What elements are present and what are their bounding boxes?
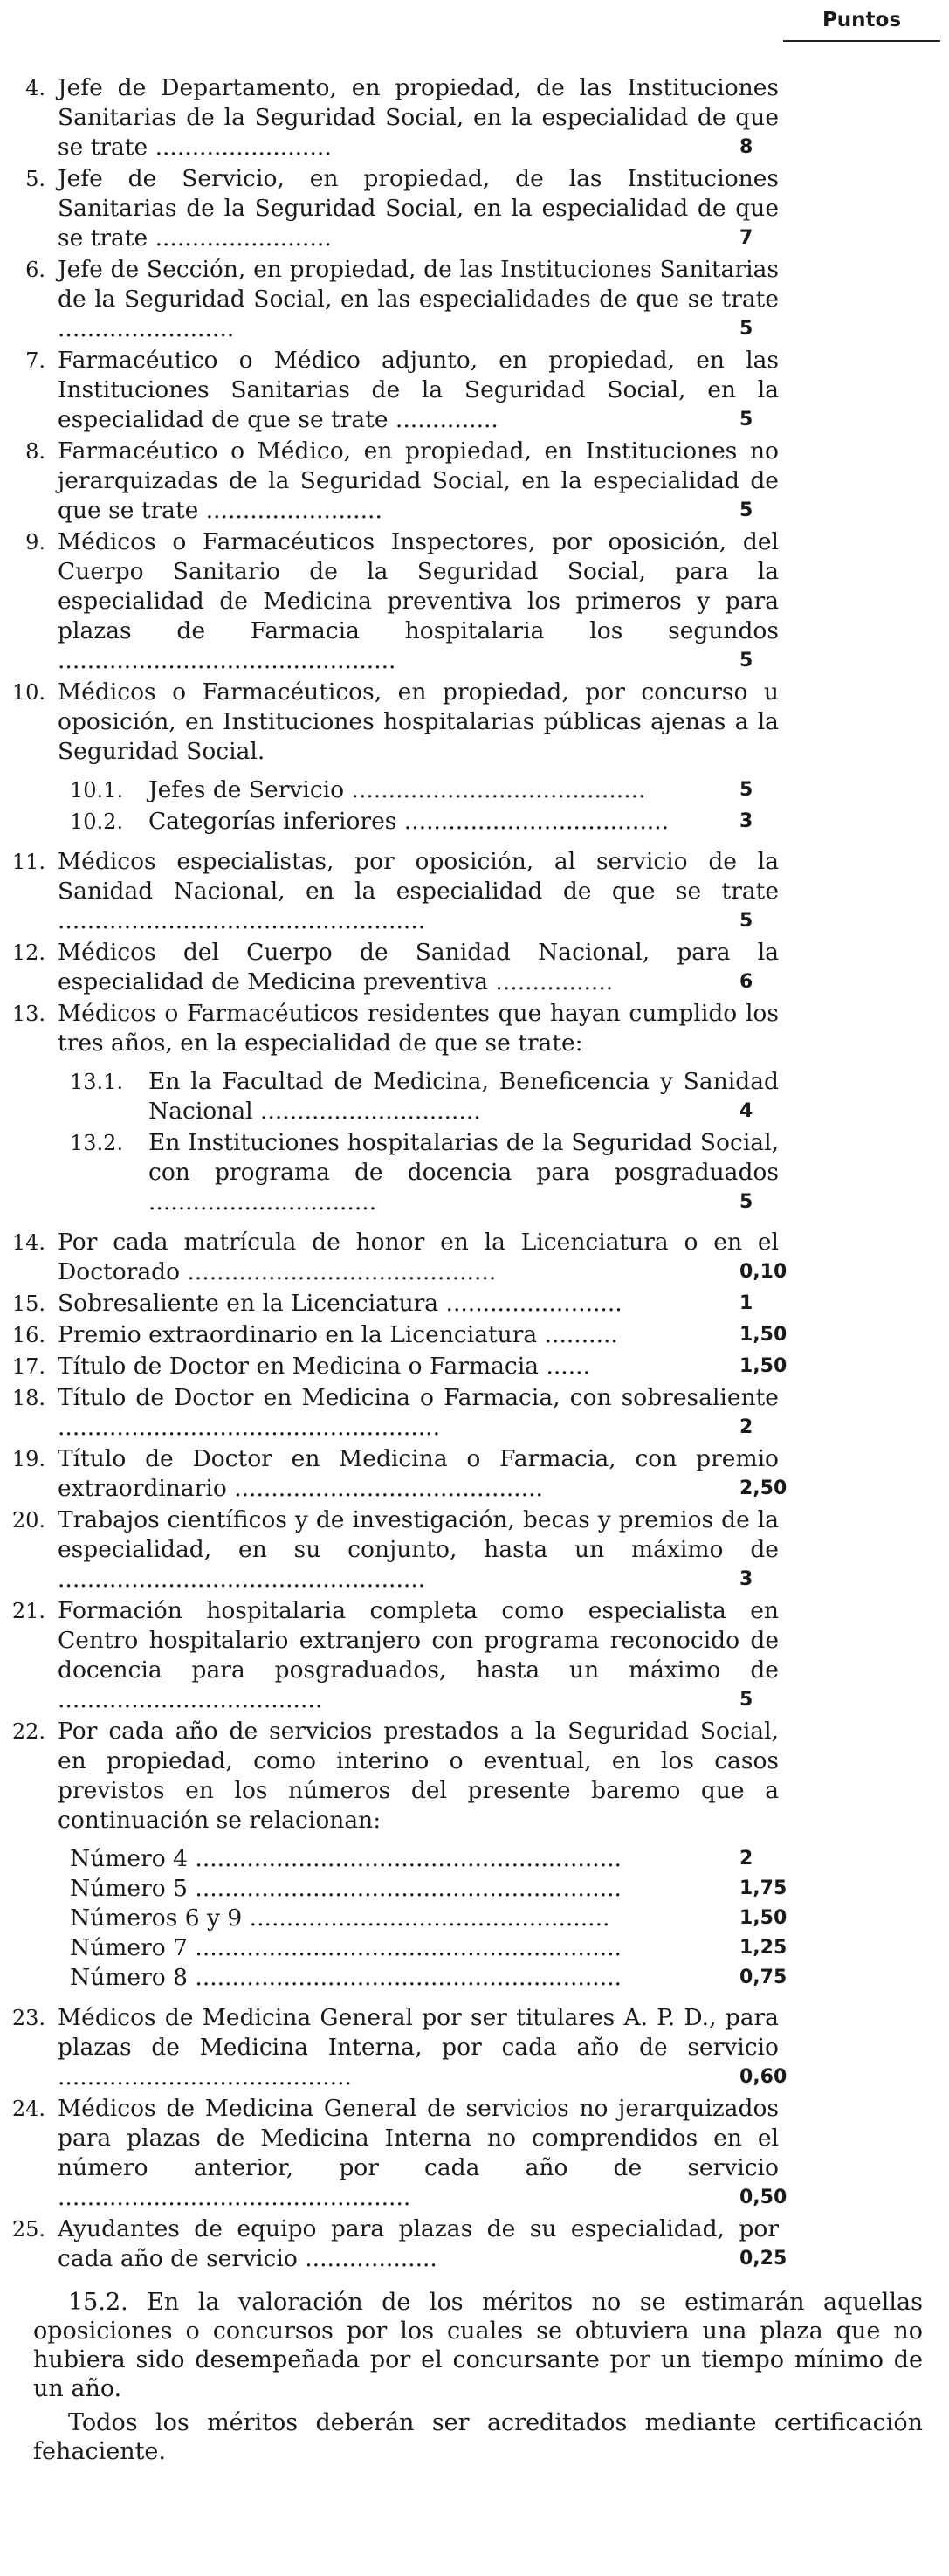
merit-text: Farmacéutico o Médico, en propiedad, en Instituciones no jerarquizadas de la Seguridad Social, en la especialidad de que se trate ........................ — [58, 437, 779, 524]
merits-list — [0, 73, 949, 2276]
closing-paragraph-1: 15.2. En la valoración de los méritos no se estimarán aquellas oposiciones o concursos por los cuales se obtuviera una plaza que no hubiera sido desempeñada por el concursante por un tiempo mínimo de un año. — [33, 2289, 923, 2402]
merit-number: 13. — [11, 1002, 45, 1026]
merit-points: 2 — [739, 1416, 753, 1438]
merit-item — [0, 1717, 949, 1836]
sub-item-number: 10.1. — [70, 778, 124, 802]
merit-item — [0, 2094, 949, 2213]
merit-text: Título de Doctor en Medicina o Farmacia, con sobresaliente .................................................... — [58, 1384, 779, 1441]
number-points: 0,75 — [739, 1966, 787, 1988]
number-points: 1,25 — [739, 1937, 787, 1959]
merit-points: 0,50 — [739, 2187, 787, 2208]
merit-number: 18. — [11, 1386, 45, 1410]
merit-number: 24. — [11, 2097, 45, 2121]
merit-text: Jefe de Sección, en propiedad, de las Instituciones Sanitarias de la Seguridad Social, en las especialidades de que se trate ........................ — [58, 256, 779, 342]
merit-number: 25. — [11, 2217, 45, 2242]
merit-item — [0, 2003, 949, 2092]
number-row — [0, 1844, 949, 1874]
merit-item — [0, 73, 949, 162]
merit-item — [0, 527, 949, 676]
merit-text: Médicos de Medicina General de servicios no jerarquizados para plazas de Medicina Interna no comprendidos en el número anterior, por cada año de servicio ................................................ — [58, 2095, 779, 2211]
merit-item — [0, 1289, 949, 1319]
merit-number: 20. — [11, 1508, 45, 1533]
closing-paragraph-2: Todos los méritos deberán ser acreditados mediante certificación fehaciente. — [33, 2409, 923, 2465]
number-label: Número 4 .......................................................... — [70, 1845, 622, 1872]
merit-item — [0, 938, 949, 997]
merit-number: 23. — [11, 2006, 45, 2030]
merit-points: 1 — [739, 1292, 753, 1314]
sub-item-points: 5 — [739, 779, 753, 801]
merit-points: 5 — [739, 650, 753, 672]
sub-items — [0, 775, 949, 837]
number-row — [0, 1933, 949, 1963]
merit-item — [0, 346, 949, 435]
merit-number: 6. — [25, 258, 45, 282]
merit-number: 9. — [25, 530, 45, 554]
sub-item — [0, 775, 949, 805]
merit-text: Por cada matrícula de honor en la Licenciatura o en el Doctorado .......................................... — [58, 1229, 779, 1285]
merit-points: 1,50 — [739, 1355, 787, 1377]
merit-number: 7. — [25, 348, 45, 373]
merit-text: Premio extraordinario en la Licenciatura .......... — [58, 1321, 618, 1348]
sub-item-text: En la Facultad de Medicina, Beneficencia y Sanidad Nacional .............................. — [148, 1068, 779, 1125]
merit-points: 8 — [739, 136, 753, 158]
sub-item-text: En Instituciones hospitalarias de la Seguridad Social, con programa de docencia para posgraduados ............................... — [148, 1129, 779, 1216]
merit-points: 2,50 — [739, 1477, 787, 1499]
merit-text: Jefe de Servicio, en propiedad, de las Instituciones Sanitarias de la Seguridad Social, en la especialidad de que se trate ........................ — [58, 165, 779, 251]
sub-item-number: 13.1. — [70, 1070, 124, 1094]
merit-item — [0, 1505, 949, 1595]
merit-points: 6 — [739, 971, 753, 993]
merit-number: 8. — [25, 439, 45, 464]
merit-points: 7 — [739, 227, 753, 249]
number-row — [0, 1904, 949, 1933]
merit-points: 5 — [739, 409, 753, 430]
merit-points: 3 — [739, 1568, 753, 1590]
merit-number: 22. — [11, 1719, 45, 1744]
sub-item — [0, 1067, 949, 1126]
sub-item-number: 13.2. — [70, 1131, 124, 1155]
closing-paragraphs — [0, 2288, 949, 2471]
sub-items — [0, 1067, 949, 1217]
merit-item — [0, 847, 949, 936]
merit-text: Por cada año de servicios prestados a la Seguridad Social, en propiedad, como interino o eventual, en los casos previstos en los números del presente baremo que a continuación se relacionan: — [58, 1718, 779, 1834]
merit-text: Médicos o Farmacéuticos, en propiedad, por concurso u oposición, en Instituciones hospitalarias públicas ajenas a la Seguridad Social. — [58, 678, 779, 765]
merit-item — [0, 678, 949, 767]
merit-points: 5 — [739, 910, 753, 932]
merit-text: Jefe de Departamento, en propiedad, de las Instituciones Sanitarias de la Seguridad Social, en la especialidad de que se trate ........................ — [58, 74, 779, 161]
sub-item-points: 3 — [739, 810, 753, 832]
merit-text: Médicos o Farmacéuticos Inspectores, por oposición, del Cuerpo Sanitario de la Seguridad Social, para la especialidad de Medicina preventiva los primeros y para plazas de Farmacia hospitalaria los segundos .............................................. — [58, 528, 779, 674]
number-points: 2 — [739, 1848, 753, 1870]
merit-number: 12. — [11, 940, 45, 965]
sub-item-number: 10.2. — [70, 809, 124, 834]
merit-text: Título de Doctor en Medicina o Farmacia ...... — [58, 1353, 591, 1380]
merit-item — [0, 164, 949, 253]
merit-item — [0, 255, 949, 344]
points-column-header: Puntos — [783, 9, 940, 42]
merit-text: Farmacéutico o Médico adjunto, en propiedad, en las Instituciones Sanitarias de la Seguridad Social, en la especialidad de que se trate .............. — [58, 347, 779, 433]
number-rows — [0, 1844, 949, 1993]
merit-item — [0, 999, 949, 1058]
merit-item — [0, 437, 949, 526]
number-row — [0, 1874, 949, 1904]
merit-number: 5. — [25, 167, 45, 191]
merit-text: Título de Doctor en Medicina o Farmacia, con premio extraordinario .......................................... — [58, 1445, 779, 1502]
merit-text: Médicos de Medicina General por ser titulares A. P. D., para plazas de Medicina Interna, por cada año de servicio ........................................ — [58, 2004, 779, 2090]
number-label: Número 8 .......................................................... — [70, 1964, 622, 1991]
sub-item — [0, 1128, 949, 1217]
merit-text: Sobresaliente en la Licenciatura ........................ — [58, 1290, 622, 1317]
sub-item-text: Jefes de Servicio ........................................ — [148, 776, 646, 803]
number-points: 1,50 — [739, 1907, 787, 1929]
merit-number: 10. — [11, 680, 45, 705]
merit-item — [0, 2214, 949, 2274]
merit-text: Médicos especialistas, por oposición, al servicio de la Sanidad Nacional, en la especialidad de que se trate .................................................. — [58, 848, 779, 934]
number-label: Números 6 y 9 ................................................. — [70, 1904, 610, 1932]
merit-item — [0, 1352, 949, 1381]
sub-item-points: 5 — [739, 1191, 753, 1213]
merit-points: 5 — [739, 499, 753, 521]
merit-number: 21. — [11, 1599, 45, 1623]
merit-points: 0,10 — [739, 1261, 787, 1283]
sub-item-text: Categorías inferiores .................................... — [148, 808, 670, 835]
merit-number: 15. — [11, 1291, 45, 1316]
number-label: Número 5 .......................................................... — [70, 1875, 622, 1902]
merit-points: 5 — [739, 1689, 753, 1711]
number-row — [0, 1963, 949, 1993]
merit-item — [0, 1383, 949, 1443]
merit-text: Médicos del Cuerpo de Sanidad Nacional, para la especialidad de Medicina preventiva ................ — [58, 939, 779, 995]
merit-points: 5 — [739, 318, 753, 340]
merit-number: 14. — [11, 1230, 45, 1255]
merit-number: 17. — [11, 1354, 45, 1379]
merit-number: 11. — [11, 850, 45, 874]
merit-points: 0,60 — [739, 2066, 787, 2088]
merit-number: 4. — [25, 76, 45, 100]
merit-number: 16. — [11, 1323, 45, 1347]
merit-item — [0, 1596, 949, 1715]
merit-item — [0, 1444, 949, 1504]
merit-text: Trabajos científicos y de investigación, becas y premios de la especialidad, en su conjunto, hasta un máximo de .................................................. — [58, 1506, 779, 1593]
merit-text: Médicos o Farmacéuticos residentes que hayan cumplido los tres años, en la especialidad de que se trate: — [58, 1000, 779, 1057]
sub-item-points: 4 — [739, 1100, 753, 1122]
merit-item — [0, 1320, 949, 1350]
sub-item — [0, 807, 949, 837]
merit-text: Formación hospitalaria completa como especialista en Centro hospitalario extranjero con programa reconocido de docencia para posgraduados, hasta un máximo de .................................... — [58, 1597, 779, 1713]
merit-number: 19. — [11, 1447, 45, 1471]
merit-item — [0, 1228, 949, 1287]
merit-points: 1,50 — [739, 1324, 787, 1346]
merit-points: 0,25 — [739, 2248, 787, 2269]
number-points: 1,75 — [739, 1877, 787, 1899]
number-label: Número 7 .......................................................... — [70, 1934, 622, 1961]
merit-text: Ayudantes de equipo para plazas de su especialidad, por cada año de servicio .................. — [58, 2215, 779, 2272]
